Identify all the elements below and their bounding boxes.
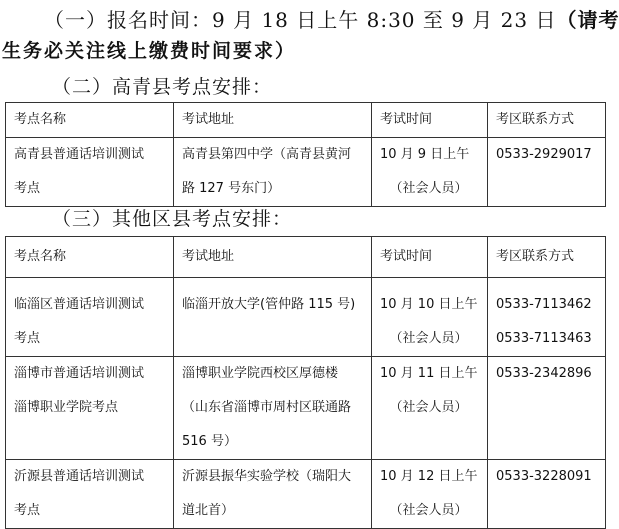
section2-heading: （二）高青县考点安排： <box>52 76 273 98</box>
venue-name-cell: 沂源县普通话培训测试 考点 <box>6 460 174 529</box>
contact-cell: 0533-3228091 <box>488 460 606 529</box>
header-venue-name: 考点名称 <box>6 103 174 138</box>
exam-time-cell: 10 月 11 日上午 （社会人员） <box>372 357 488 460</box>
exam-address-cell: 淄博职业学院西校区厚德楼 （山东省淄博市周村区联通路 516 号） <box>174 357 372 460</box>
exam-time-cell: 10 月 12 日上午 （社会人员） <box>372 460 488 529</box>
header-exam-address: 考试地址 <box>174 103 372 138</box>
exam-address-cell: 沂源县振华实验学校（瑞阳大 道北首） <box>174 460 372 529</box>
contact-cell: 0533-2342896 <box>488 357 606 460</box>
registration-time-text: （一）报名时间：9 月 18 日上午 8:30 至 9 月 23 日 <box>44 8 557 32</box>
header-exam-time: 考试时间 <box>372 237 488 278</box>
table-row <box>6 138 606 207</box>
venue-name-cell: 淄博市普通话培训测试 淄博职业学院考点 <box>6 357 174 460</box>
header-exam-address: 考试地址 <box>174 237 372 278</box>
other-counties-venue-table <box>5 236 606 529</box>
exam-time-cell: 10 月 10 日上午 （社会人员） <box>372 278 488 357</box>
exam-time-cell: 10 月 9 日上午 （社会人员） <box>372 138 488 207</box>
registration-time-line <box>44 4 619 33</box>
payment-reminder-start: （请考 <box>556 8 619 32</box>
venue-name-cell: 高青县普通话培训测试 考点 <box>6 138 174 207</box>
exam-address-cell: 高青县第四中学（高青县黄河 路 127 号东门） <box>174 138 372 207</box>
table-row <box>6 460 606 529</box>
header-contact: 考区联系方式 <box>488 237 606 278</box>
header-contact: 考区联系方式 <box>488 103 606 138</box>
contact-cell: 0533-2929017 <box>488 138 606 207</box>
venue-name-cell: 临淄区普通话培训测试 考点 <box>6 278 174 357</box>
section3-heading: （三）其他区县考点安排： <box>52 208 293 230</box>
table-row <box>6 278 606 357</box>
contact-cell: 0533-7113462 0533-7113463 <box>488 278 606 357</box>
table-header-row <box>6 103 606 138</box>
header-exam-time: 考试时间 <box>372 103 488 138</box>
table-row <box>6 357 606 460</box>
exam-address-cell: 临淄开放大学(管仲路 115 号) <box>174 278 372 357</box>
payment-reminder-line: 生务必关注线上缴费时间要求） <box>2 40 297 62</box>
gaoqing-venue-table <box>5 102 606 207</box>
header-venue-name: 考点名称 <box>6 237 174 278</box>
table-header-row <box>6 237 606 278</box>
